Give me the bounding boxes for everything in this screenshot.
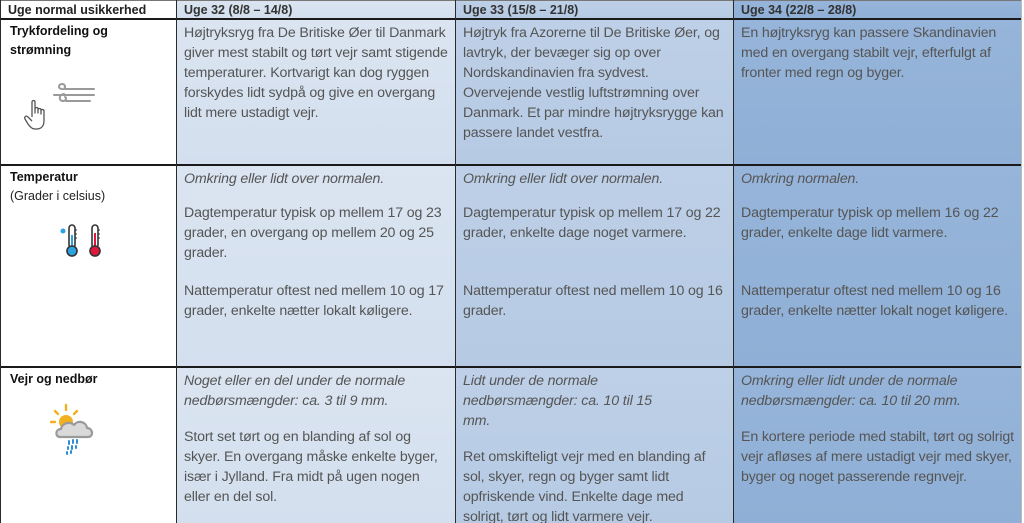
warm-thermometer-icon bbox=[86, 223, 106, 259]
week-32-title: Uge 32 (8/8 – 14/8) bbox=[184, 3, 293, 17]
hand-pointer-icon bbox=[24, 99, 50, 131]
header-week-33 bbox=[455, 0, 733, 19]
pressure-week-33 bbox=[455, 19, 733, 165]
weather-label: Vejr og nedbør bbox=[10, 372, 98, 386]
row-label-temperature bbox=[0, 165, 176, 367]
temperature-week-34-day: Dagtemperatur typisk op mellem 16 og 22 grader, enkelte dage lidt varmere. bbox=[741, 205, 999, 241]
row-divider bbox=[0, 366, 1022, 368]
column-divider bbox=[0, 0, 1, 523]
pressure-week-34-text: En højtryksryg kan passere Skandinavien med en overgang stabilt vejr, efterfulgt af fronter med regn og byger. bbox=[741, 25, 997, 81]
weather-week-34 bbox=[733, 367, 1022, 523]
temperature-sublabel: (Grader i celsius) bbox=[10, 189, 106, 203]
pressure-label: Trykfordeling og strømning bbox=[10, 24, 108, 57]
temperature-week-33-summary: Omkring eller lidt over normalen. bbox=[463, 171, 664, 187]
weather-week-33 bbox=[455, 367, 733, 523]
pressure-week-34 bbox=[733, 19, 1022, 165]
temperature-week-33-night: Nattemperatur oftest ned mellem 10 og 16 grader. bbox=[463, 283, 723, 319]
pressure-week-32-text: Højtryksryg fra De Britiske Øer til Danmark giver mest stabilt og tørt vejr samt stigende temperaturer. Kortvarigt kan dog ryggen forskydes lidt sydpå og give en overgang lidt mere ustadigt vejr. bbox=[184, 25, 448, 121]
temperature-week-33-day: Dagtemperatur typisk op mellem 17 og 22 grader, enkelte dage noget varmere. bbox=[463, 205, 721, 241]
row-label-pressure bbox=[0, 19, 176, 165]
temperature-week-32 bbox=[176, 165, 455, 367]
temperature-week-32-day: Dagtemperatur typisk op mellem 17 og 23 grader, en overgang op mellem 20 og 25 grader. bbox=[184, 205, 442, 261]
temperature-week-33 bbox=[455, 165, 733, 367]
temperature-week-34-summary: Omkring normalen. bbox=[741, 171, 860, 187]
header-uncertainty: Uge normal usikkerhed bbox=[8, 3, 147, 17]
temperature-label: Temperatur bbox=[10, 170, 78, 184]
pressure-week-32 bbox=[176, 19, 455, 165]
weather-week-33-text: Ret omskifteligt vejr med en blanding af sol, skyer, regn og byger samt lidt opfriskende vind. Enkelte dage med solrigt, tørt og lidt varmere vejr. bbox=[463, 449, 706, 523]
weather-week-34-summary: Omkring eller lidt under de normale nedbørsmængder: ca. 10 til 20 mm. bbox=[741, 373, 961, 409]
temperature-week-32-summary: Omkring eller lidt over normalen. bbox=[184, 171, 385, 187]
temperature-week-32-night: Nattemperatur oftest ned mellem 10 og 17 grader, enkelte nætter lokalt køligere. bbox=[184, 283, 444, 319]
temperature-week-34 bbox=[733, 165, 1022, 367]
pressure-week-33-text: Højtryk fra Azorerne til De Britiske Øer, og lavtryk, der bevæger sig op over Nordskandinavien fra sydvest. Overvejende vestlig luftstrømning over Danmark. Et par mindre højtryksrygge kan passere landet vestfra. bbox=[463, 25, 724, 141]
table-border-top bbox=[0, 0, 1022, 1]
wind-icon bbox=[50, 81, 96, 109]
column-divider bbox=[176, 0, 177, 523]
weather-week-34-text: En kortere periode med stabilt, tørt og solrigt vejr afløses af mere ustadigt vejr med skyer, byger og noget passerende regnvejr. bbox=[741, 429, 1014, 485]
header-week-34 bbox=[733, 0, 1022, 19]
sun-cloud-rain-icon bbox=[50, 403, 102, 459]
column-divider bbox=[733, 0, 734, 523]
row-divider bbox=[0, 164, 1022, 166]
header-week-32 bbox=[176, 0, 455, 19]
row-divider bbox=[0, 18, 1022, 20]
row-label-weather bbox=[0, 367, 176, 523]
week-33-title: Uge 33 (15/8 – 21/8) bbox=[463, 3, 579, 17]
weather-week-32-text: Stort set tørt og en blanding af sol og skyer. En overgang måske enkelte byger, især i Jylland. Fra midt på ugen nogen eller en del sol. bbox=[184, 429, 438, 505]
column-divider bbox=[455, 0, 456, 523]
temperature-week-34-night: Nattemperatur oftest ned mellem 10 og 16 grader, enkelte nætter lokalt noget køligere. bbox=[741, 283, 1008, 319]
weather-week-33-summary: Lidt under de normale nedbørsmængder: ca. 10 til 15 mm. bbox=[463, 373, 652, 429]
column-divider bbox=[1021, 0, 1022, 523]
weather-week-32-summary: Noget eller en del under de normale nedbørsmængder: ca. 3 til 9 mm. bbox=[184, 373, 406, 409]
week-34-title: Uge 34 (22/8 – 28/8) bbox=[741, 3, 857, 17]
weather-week-32 bbox=[176, 367, 455, 523]
header-label-cell bbox=[0, 0, 176, 19]
